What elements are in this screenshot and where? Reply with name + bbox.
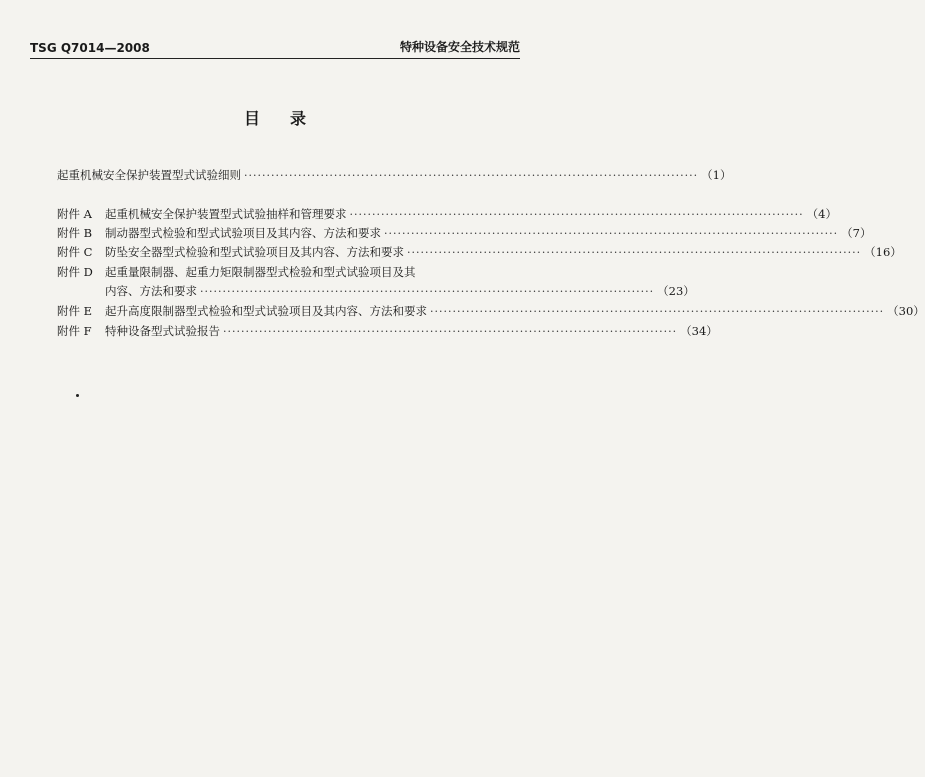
toc-entry-appendix-d[interactable] [57, 264, 498, 280]
toc-entry-label: 特种设备型式试验报告 [105, 324, 220, 338]
toc-entry-appendix-f[interactable] [57, 323, 718, 340]
toc-page-number: （23） [657, 284, 695, 298]
header-rule [30, 58, 520, 59]
dot-leader: ····································································································· [349, 208, 804, 221]
toc-entry-label: 制动器型式检验和型式试验项目及其内容、方法和要求 [105, 226, 381, 240]
toc-page-number: （34） [680, 324, 718, 338]
toc-entry-prefix: 附件 D [57, 265, 93, 279]
toc-entry-label: 起重量限制器、起重力矩限制器型式检验和型式试验项目及其 [105, 265, 416, 279]
toc-entry-label: 起重机械安全保护装置型式试验细则 [57, 168, 241, 182]
page-header [30, 38, 520, 55]
dot-leader: ····································································································· [200, 285, 655, 298]
dot-leader: ····································································································· [244, 169, 699, 182]
toc-entry-label: 内容、方法和要求 [105, 284, 197, 298]
toc-page-number: （30） [887, 304, 925, 318]
toc-entry-appendix-a[interactable] [57, 206, 837, 223]
toc-entry-prefix: 附件 B [57, 226, 93, 240]
toc-entry-prefix: 附件 C [57, 245, 93, 259]
toc-entry-prefix: 附件 F [57, 324, 92, 338]
toc-title: 目录 [243, 109, 336, 128]
scan-speck [76, 394, 79, 397]
series-title: 特种设备安全技术规范 [399, 40, 520, 54]
dot-leader: ····································································································· [430, 305, 885, 318]
toc-page-number: （16） [864, 245, 902, 259]
toc-entry-label: 起重机械安全保护装置型式试验抽样和管理要求 [105, 207, 347, 221]
toc-page-number: （7） [841, 226, 872, 240]
standard-code: TSG Q7014—2008 [30, 41, 150, 55]
toc-entry-main[interactable] [57, 167, 732, 184]
toc-entry-label: 起升高度限制器型式检验和型式试验项目及其内容、方法和要求 [105, 304, 427, 318]
toc-entry-appendix-c[interactable] [57, 244, 902, 261]
toc-page-number: （1） [701, 168, 732, 182]
toc-entry-appendix-b[interactable] [57, 225, 872, 242]
toc-entry-prefix: 附件 A [57, 207, 92, 221]
toc-page-number: （4） [806, 207, 837, 221]
toc-entry-prefix: 附件 E [57, 304, 93, 318]
dot-leader: ····································································································· [223, 325, 678, 338]
toc-entry-label: 防坠安全器型式检验和型式试验项目及其内容、方法和要求 [105, 245, 404, 259]
toc-entry-appendix-d-continuation[interactable] [57, 283, 695, 300]
dot-leader: ····································································································· [407, 246, 862, 259]
dot-leader: ····································································································· [384, 227, 839, 240]
toc-entry-appendix-e[interactable] [57, 303, 925, 320]
